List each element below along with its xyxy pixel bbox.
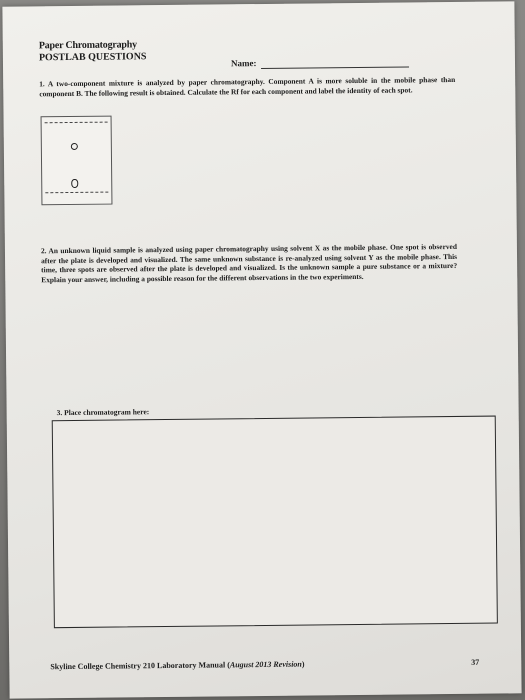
- spot-upper: [71, 143, 78, 150]
- page-number: 37: [471, 657, 480, 667]
- chromatography-plate: [41, 116, 113, 206]
- solvent-front-line: [45, 122, 108, 124]
- name-field-line: [261, 66, 409, 69]
- baseline-line: [45, 192, 108, 194]
- question-3-label: 3. Place chromatogram here:: [56, 407, 150, 418]
- spot-lower: [71, 179, 78, 188]
- footer-close: ): [301, 659, 305, 669]
- name-label: Name:: [230, 58, 257, 69]
- worksheet-page: [2, 1, 521, 698]
- question-2-text: 2. An unknown liquid sample is analyzed using paper chromatography using solvent X as the mobile phase. One spot is observed after the plate is developed and visualized. The same unknown substance is re-analyzed using solvent Y as the mobile phase. This time, three spots are observed after the plate is developed and visualized. Is the unknown sample a pure substance or a mixture? Explain your answer, including a possible reason for the different observations in the two experiments.: [40, 241, 458, 285]
- footer-manual-text: Skyline College Chemistry 210 Laboratory Manual (: [50, 660, 230, 672]
- worksheet-subtitle: POSTLAB QUESTIONS: [38, 51, 147, 64]
- chromatogram-box: [52, 416, 498, 629]
- question-1-text: 1. A two-component mixture is analyzed by paper chromatography. Component A is more soluble in the mobile phase than component B. The following result is obtained. Calculate the Rf for each component and label the identity of each spot.: [39, 74, 456, 98]
- worksheet-title: Paper Chromatography: [38, 39, 137, 52]
- footer-manual: [50, 660, 304, 672]
- footer-revision: August 2013 Revision: [229, 659, 302, 670]
